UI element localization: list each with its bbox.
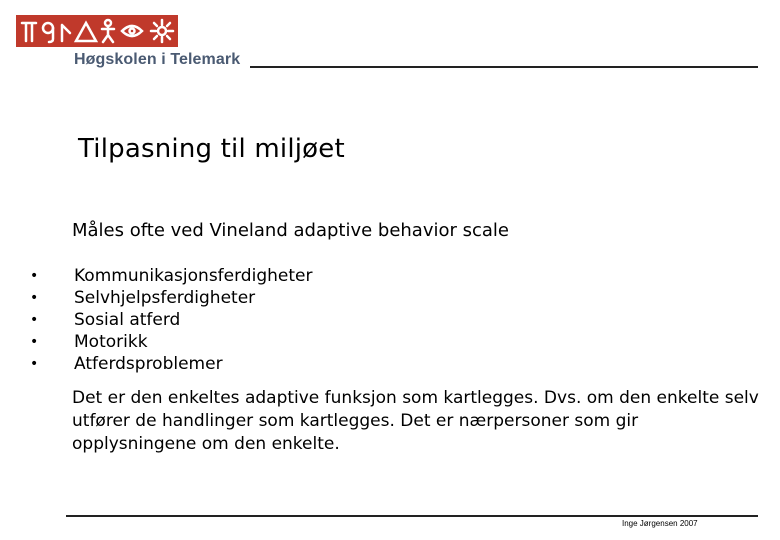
author-credit: Inge Jørgensen 2007 — [622, 519, 698, 528]
bullet-text: Sosial atferd — [74, 310, 181, 330]
bullet-text: Selvhjelpsferdigheter — [74, 288, 256, 308]
body-paragraph: Det er den enkeltes adaptive funksjon som kartlegges. Dvs. om den enkelte selv utfører de handlinger som kartlegges. Det er nærpersoner som gir opplysningene om den enkelte. — [72, 388, 759, 454]
rune-symbols-logo-icon — [16, 15, 178, 47]
slide-subtitle: Måles ofte ved Vineland adaptive behavior scale — [72, 220, 510, 241]
bullet-text: Motorikk — [74, 332, 148, 352]
bullet-icon: • — [30, 290, 39, 306]
bullet-text: Atferdsproblemer — [74, 354, 223, 374]
bullet-text: Kommunikasjonsferdigheter — [74, 266, 313, 286]
header-divider — [250, 66, 758, 68]
bullet-icon: • — [30, 334, 39, 350]
bullet-icon: • — [30, 312, 39, 328]
bullet-icon: • — [30, 356, 39, 372]
slide-title: Tilpasning til miljøet — [78, 134, 345, 164]
institution-name: Høgskolen i Telemark — [74, 51, 241, 68]
bullet-icon: • — [30, 268, 39, 284]
footer-divider — [66, 515, 758, 517]
